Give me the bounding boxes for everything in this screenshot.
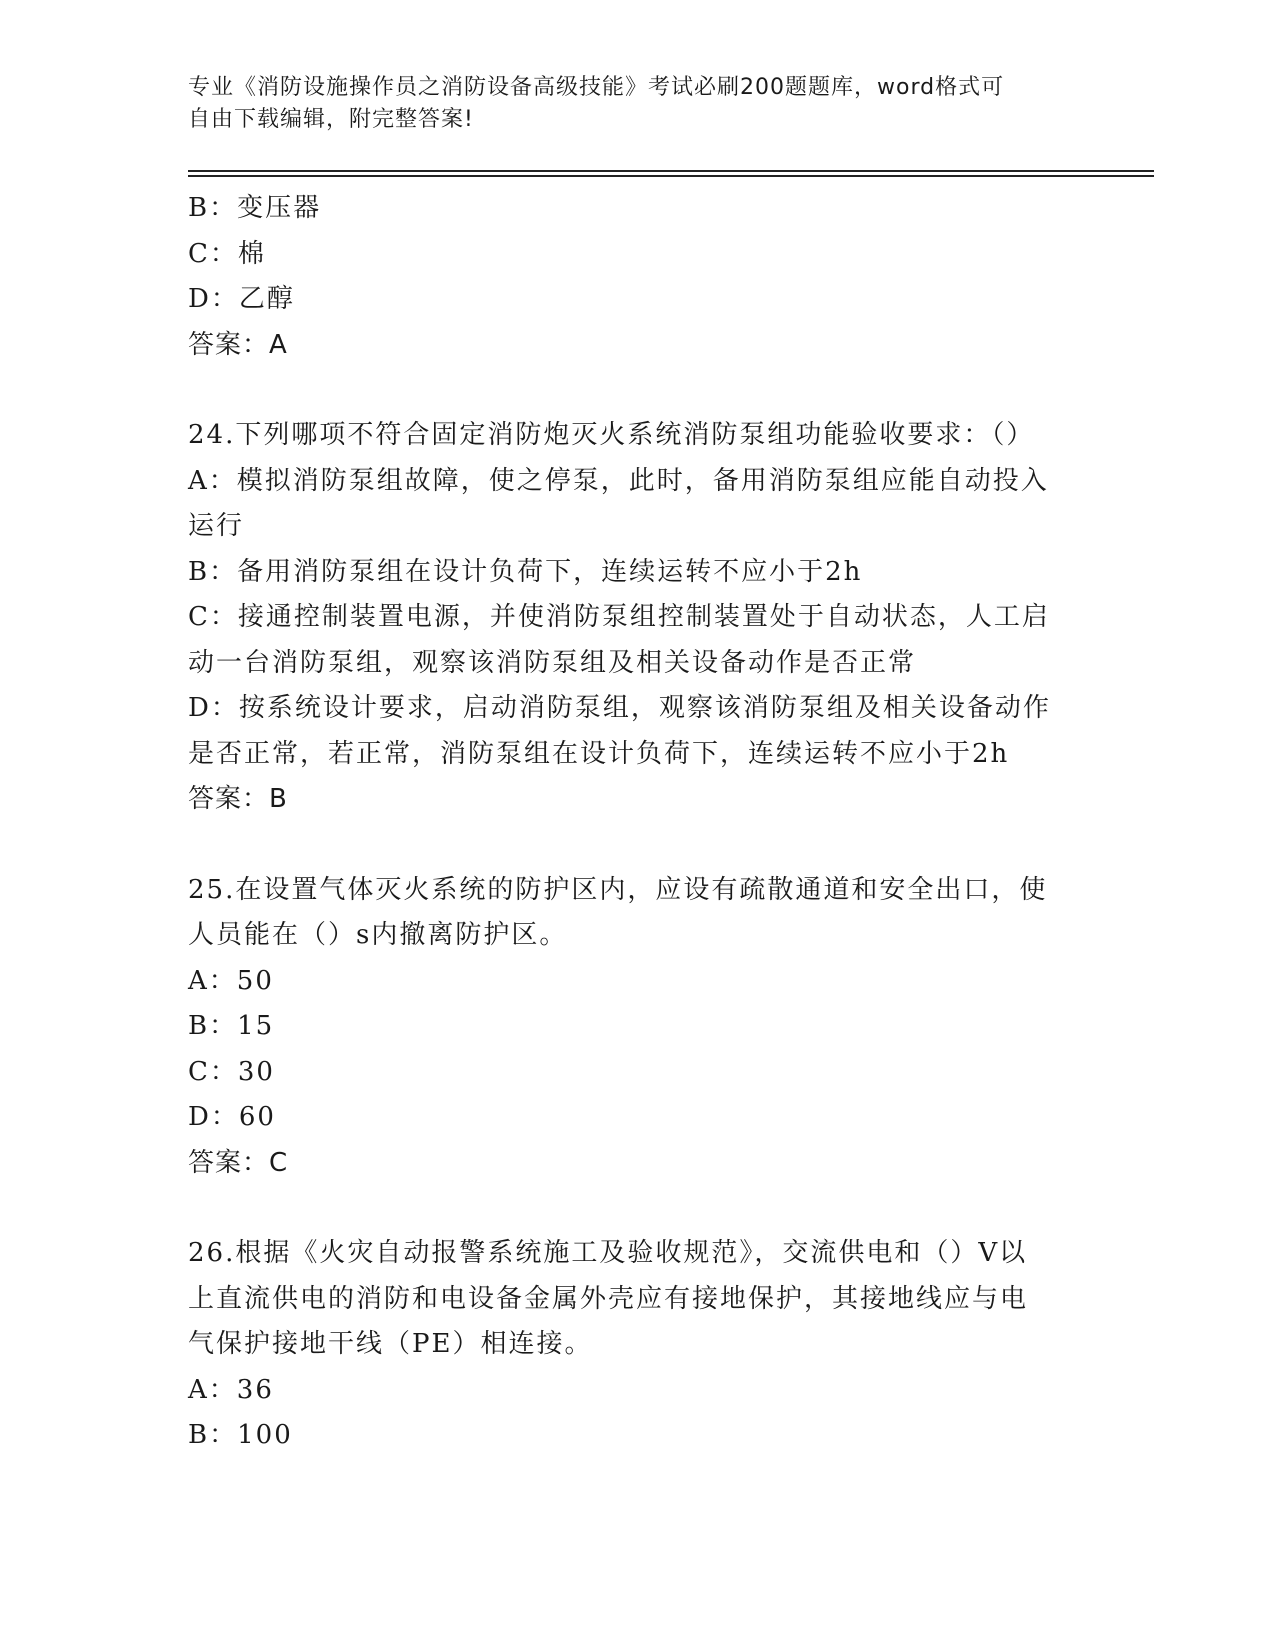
answer: 答案：B: [188, 784, 288, 814]
header-line-2: 自由下载编辑，附完整答案!: [188, 107, 474, 132]
spacer: [188, 823, 1078, 868]
question-25: [188, 868, 1078, 1187]
document-body: [188, 186, 1078, 1459]
answer: 答案：C: [188, 1147, 289, 1178]
spacer: [188, 368, 1078, 413]
question-stem: 26.根据《火灾自动报警系统施工及验收规范》，交流供电和（）V以: [188, 1238, 1028, 1268]
option-d: D：乙醇: [188, 284, 295, 314]
option-a: A：模拟消防泵组故障，使之停泵，此时，备用消防泵组应能自动投入: [188, 465, 1049, 496]
question-stem-cont: 上直流供电的消防和电设备金属外壳应有接地保护，其接地线应与电: [188, 1283, 1029, 1314]
option-d: D：60: [188, 1102, 276, 1132]
question-stem: 25.在设置气体灭火系统的防护区内，应设有疏散通道和安全出口，使: [188, 874, 1048, 905]
option-c: C：接通控制装置电源，并使消防泵组控制装置处于自动状态，人工启: [188, 602, 1050, 632]
option-a-cont: 运行: [188, 511, 245, 541]
question-24: [188, 413, 1078, 823]
header-divider-top: [188, 170, 1154, 172]
option-d-cont: 是否正常，若正常，消防泵组在设计负荷下，连续运转不应小于2h: [188, 738, 1010, 769]
page-header: [188, 72, 1068, 136]
header-divider-bottom: [188, 175, 1154, 177]
header-line-1: 专业《消防设施操作员之消防设备高级技能》考试必刷200题题库，word格式可: [188, 75, 1005, 100]
option-b: B：变压器: [188, 193, 322, 223]
option-a: A：50: [188, 965, 274, 996]
option-d: D：按系统设计要求，启动消防泵组，观察该消防泵组及相关设备动作: [188, 693, 1051, 723]
option-a: A：36: [188, 1374, 274, 1405]
question-stem: 24.下列哪项不符合固定消防炮灭火系统消防泵组功能验收要求：（）: [188, 420, 1035, 450]
question-stem-cont: 人员能在（）s内撤离防护区。: [188, 920, 568, 950]
question-23-continuation: [188, 186, 1078, 368]
question-26: [188, 1231, 1078, 1459]
spacer: [188, 1186, 1078, 1231]
answer: 答案：A: [188, 329, 288, 360]
question-stem-cont: 气保护接地干线（PE）相连接。: [188, 1329, 593, 1359]
option-c-cont: 动一台消防泵组，观察该消防泵组及相关设备动作是否正常: [188, 647, 917, 678]
option-b: B：100: [188, 1420, 293, 1450]
option-c: C：30: [188, 1056, 275, 1087]
option-c: C：棉: [188, 238, 266, 269]
option-b: B：备用消防泵组在设计负荷下，连续运转不应小于2h: [188, 556, 863, 587]
option-b: B：15: [188, 1011, 275, 1041]
